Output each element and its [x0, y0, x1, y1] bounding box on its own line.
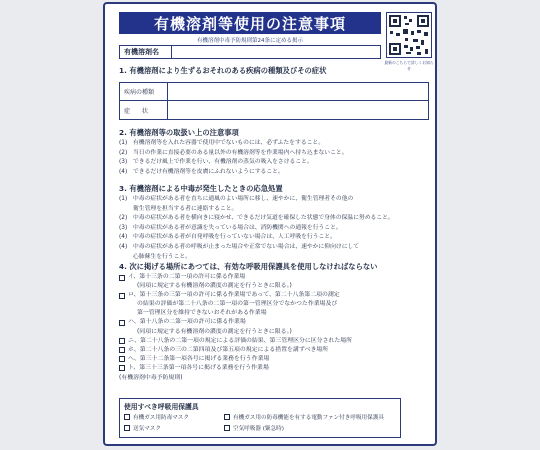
regulation-note: (有機溶剤中毒予防規則): [119, 375, 183, 382]
first-aid-list: [119, 195, 429, 262]
section-4-heading: 4. 次に掲げる場所にあつては、有効な呼吸用保護具を使用しなければならない: [119, 262, 378, 271]
notice-sign: [103, 2, 437, 446]
list-item: (3) できるだけ風上で作業を行い、有機溶剤の蒸気の吸入をさけること。: [119, 159, 313, 166]
list-item: (4) 中毒の症状がある者の呼吸が止まった場合や正常でない場合は、速やかに仰向けにして 心肺蘇生を行うこと。: [119, 243, 360, 260]
handling-precautions-list: [119, 139, 429, 177]
list-item: (1) 中毒の症状がある者を直ちに通風のよい場所に移し、速やかに、衛生管理者その他の 衛生管理を担当する者に連絡すること。: [119, 196, 354, 212]
checkbox[interactable]: [119, 275, 125, 281]
list-item[interactable]: ハ、第十八条の二第一項の許可に係る作業場 (同項に規定する有機溶剤の濃度の測定を行うときに限る。): [119, 318, 429, 336]
list-item[interactable]: ニ、第二十八条の二第一項の規定による評価の結果、第三管理区分に区分された場所: [119, 337, 429, 346]
disease-type-row[interactable]: [120, 83, 428, 101]
list-item: (2) 当日の作業に直接必要のある量以外の有機溶剤等を作業場内へ持ち込まないこと。: [119, 149, 348, 156]
checkbox[interactable]: [124, 425, 130, 431]
section-1-heading: 1. 有機溶剤により生ずるおそれのある疾病の種類及びその症状: [119, 66, 327, 75]
section-2-heading: 2. 有機溶剤等の取扱い上の注意事項: [119, 128, 239, 137]
checkbox[interactable]: [224, 425, 230, 431]
respirator-option[interactable]: 送気マスク: [124, 424, 224, 432]
list-item: (4) 中毒の症状がある者が自発呼吸を行っていない場合は、人工呼吸を行うこと。: [119, 234, 336, 241]
checkbox[interactable]: [224, 414, 230, 420]
checkbox[interactable]: [119, 293, 125, 299]
checkbox[interactable]: [119, 338, 125, 344]
list-item: (4) できるだけ有機溶剤等を皮膚にふれないようにすること。: [119, 168, 284, 175]
respirator-option[interactable]: 有機ガス用防毒マスク: [124, 413, 224, 421]
checkbox[interactable]: [119, 365, 125, 371]
respirator-types-title: 使用すべき呼吸用保護具: [124, 403, 199, 411]
list-item[interactable]: ホ、第二十八条の三の二第四項及び第五項の規定による措置を講ずべき場所: [119, 346, 429, 355]
list-item[interactable]: イ、第十三条の二第一項の許可に係る作業場 (同項に規定する有機溶剤の濃度の測定を行うときに限る。): [119, 273, 429, 291]
list-item: (3) 中毒の症状がある者が意識を失っている場合は、消防機関への通報を行うこと。: [119, 224, 342, 231]
solvent-name-field[interactable]: [119, 45, 381, 59]
qr-code-icon[interactable]: [386, 12, 432, 58]
qr-caption: 最新のこちらで詳しくお知らせ: [384, 60, 434, 71]
checkbox[interactable]: [119, 320, 125, 326]
list-item: (2) 中毒の症状がある者を横向きに寝かせ、できるだけ気道を確保した状態で身体の保温に努めること。: [119, 215, 394, 222]
list-item[interactable]: へ、第三十二条第一項各号に掲げる業務を行う作業場: [119, 355, 429, 364]
disease-symptom-table: [119, 82, 429, 120]
list-item: (1) 有機溶剤等を入れた容器で使用中でないものには、必ずふたをすること。: [119, 140, 325, 146]
sign-title: 有機溶剤等使用の注意事項: [119, 12, 381, 34]
checkbox[interactable]: [119, 356, 125, 362]
checkbox[interactable]: [119, 347, 125, 353]
respirator-types-box: [119, 398, 401, 438]
checkbox[interactable]: [124, 414, 130, 420]
respirator-option[interactable]: 有機ガス用の防毒機能を有する電動ファン付き呼吸用保護具: [224, 413, 396, 421]
symptom-label: 症 状: [120, 101, 168, 119]
respirator-required-places-list: [119, 273, 429, 383]
disease-type-label: 疾病の種類: [120, 83, 168, 100]
sign-subtitle: 有機溶剤中毒予防規則第24条に定める掲示: [197, 38, 303, 44]
symptom-row[interactable]: [120, 101, 428, 119]
list-item[interactable]: ト、第三十三条第一項各号に掲げる業務を行う作業場: [119, 364, 429, 373]
list-item[interactable]: ロ、第十三条の三第一項の許可に係る作業場であって、第二十八条第二項の測定 の結果の評価が第二十八条の二第一項の第一管理区分でなかつた作業場及び 第一管理区分を維持できないおそれがある作業場: [119, 291, 429, 318]
solvent-name-label: 有機溶剤名: [120, 46, 172, 58]
section-3-heading: 3. 有機溶剤による中毒が発生したときの応急処置: [119, 184, 283, 193]
respirator-option[interactable]: 空気呼吸器 (緊急時): [224, 424, 396, 432]
